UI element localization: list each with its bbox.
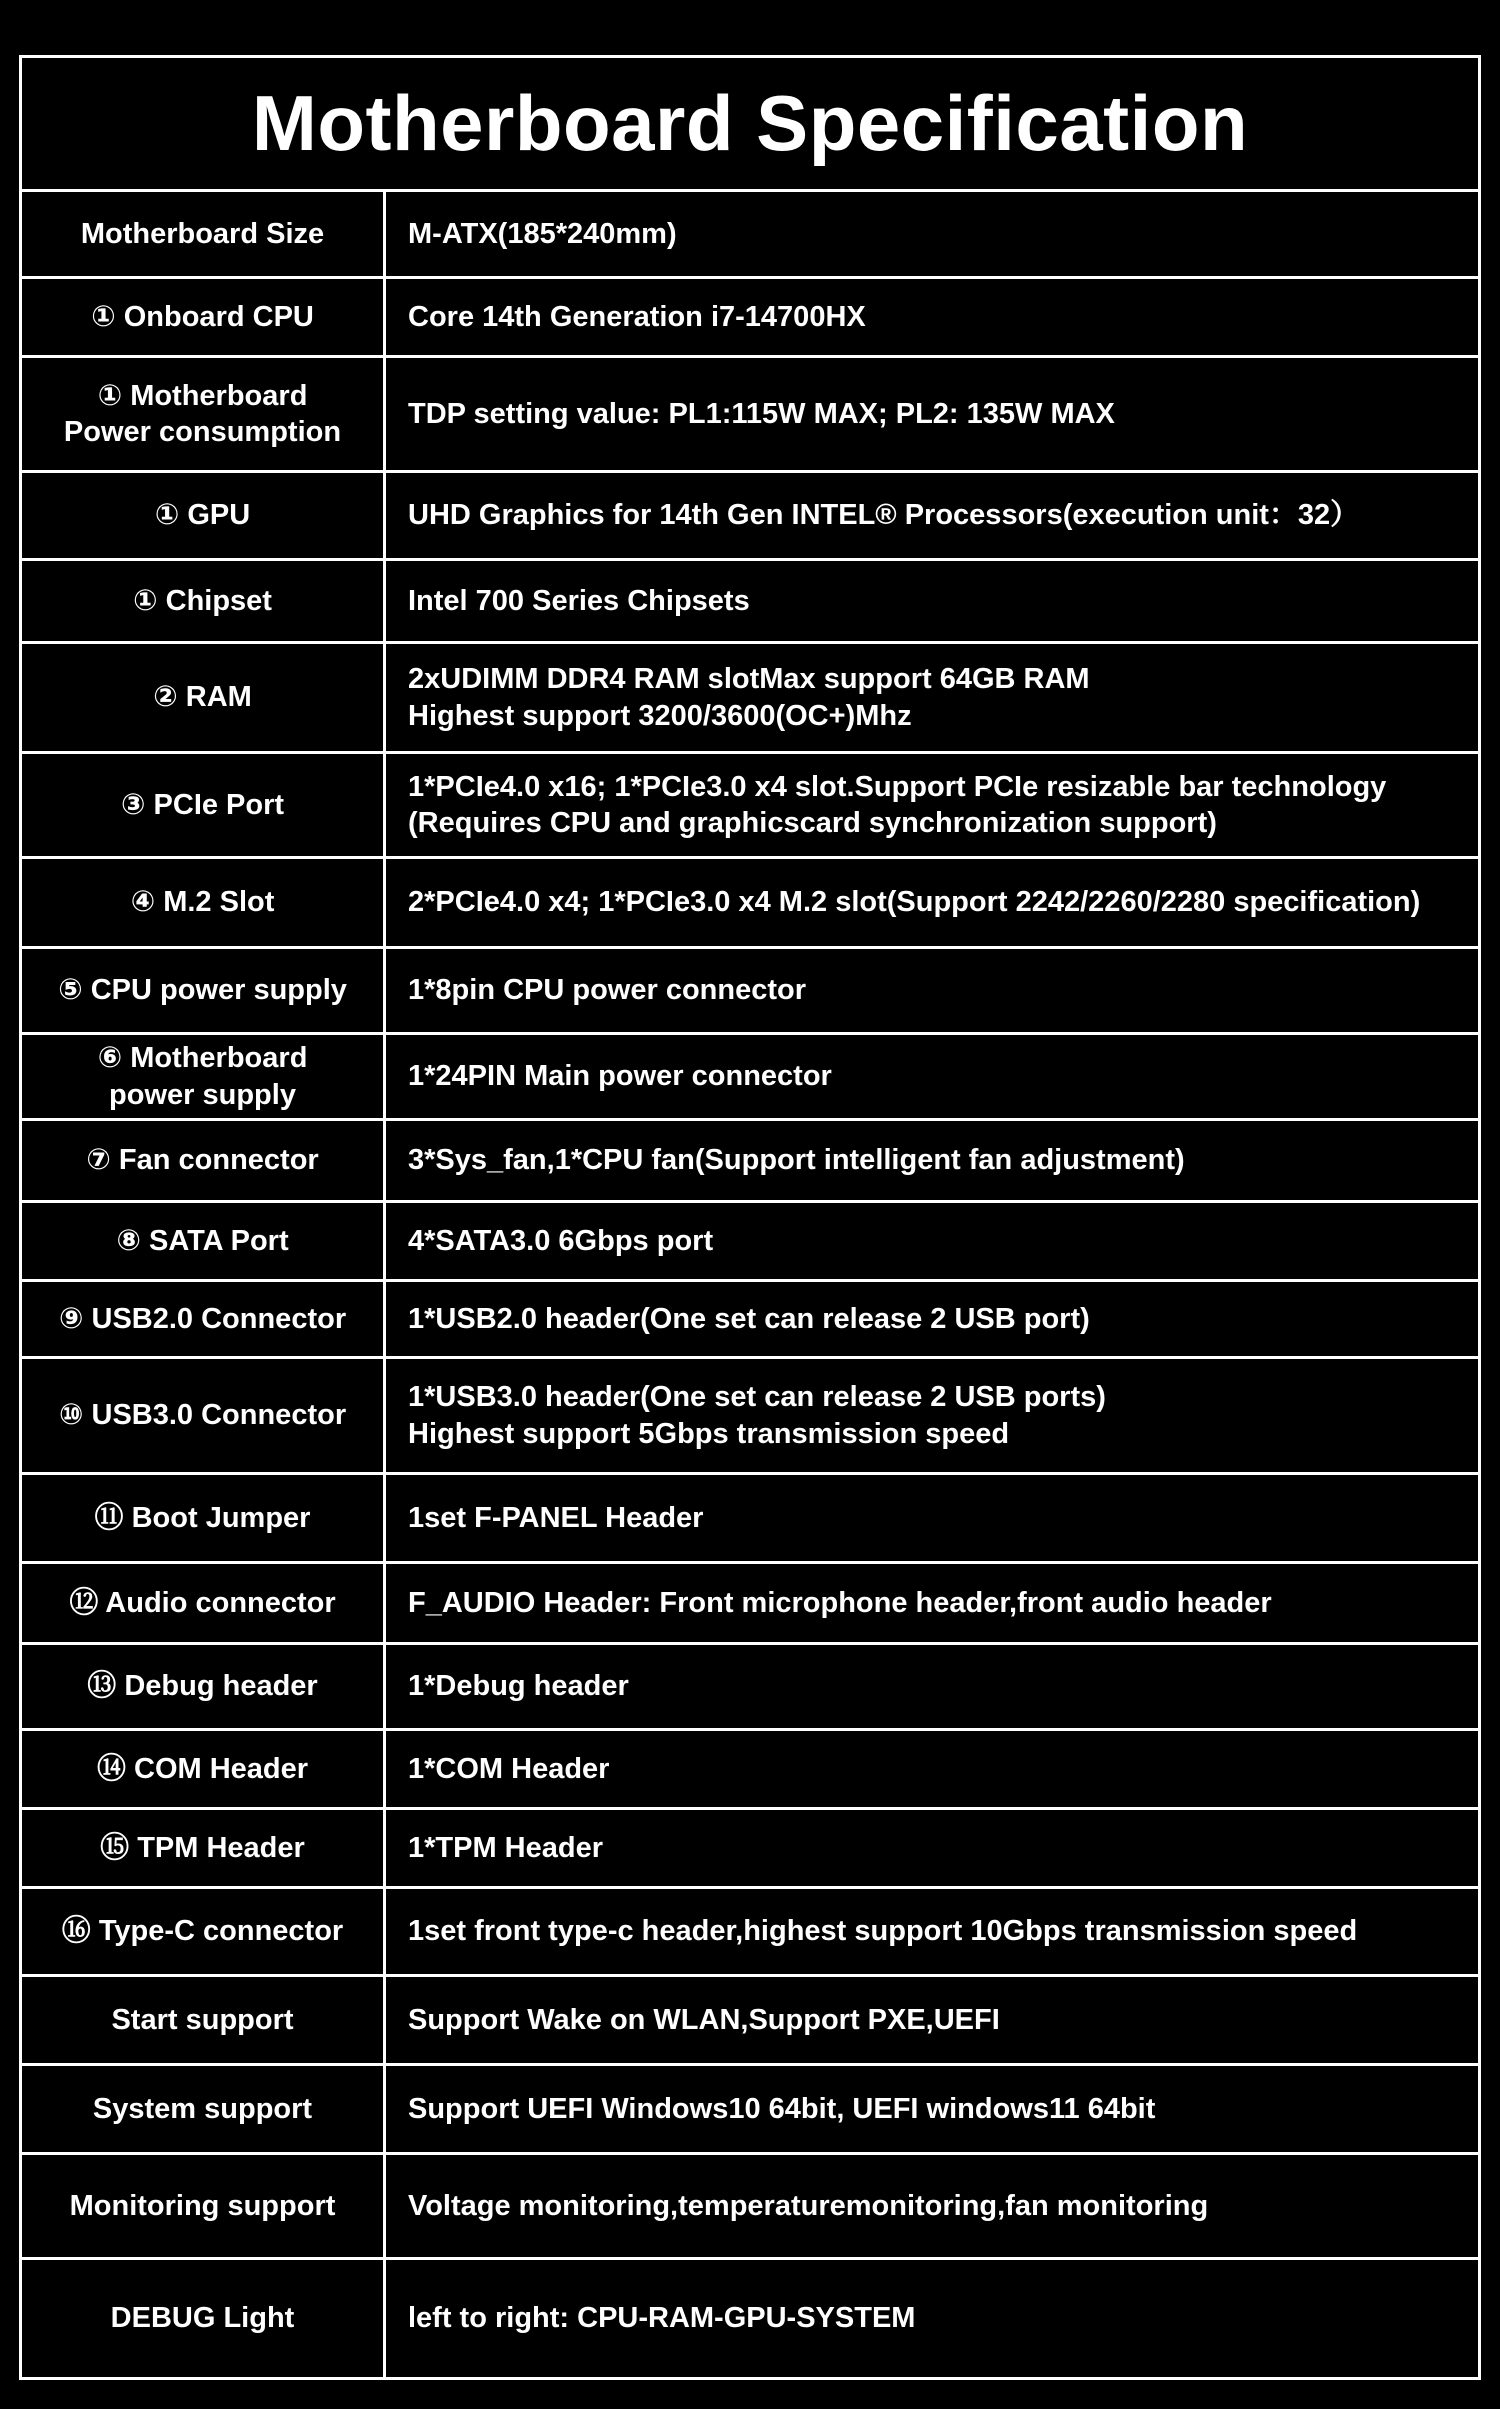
- spec-row-usb2-connector: [22, 1282, 1478, 1359]
- spec-label: ③ PCIe Port: [22, 754, 386, 856]
- spec-row-system-support: [22, 2066, 1478, 2155]
- spec-row-sata-port: [22, 1203, 1478, 1282]
- spec-value: 1*24PIN Main power connector: [408, 1060, 832, 1093]
- spec-value: F_AUDIO Header: Front microphone header,front audio header: [408, 1586, 1272, 1619]
- spec-row-com-header: [22, 1731, 1478, 1810]
- spec-label: ⑩ USB3.0 Connector: [22, 1359, 386, 1472]
- spec-value: 1set front type-c header,highest support 10Gbps transmission speed: [408, 1915, 1358, 1948]
- spec-label: ⑨ USB2.0 Connector: [22, 1282, 386, 1356]
- spec-row-type-c-connector: [22, 1889, 1478, 1977]
- spec-value: 4*SATA3.0 6Gbps port: [408, 1224, 714, 1257]
- spec-row-motherboard-power-supply: [22, 1035, 1478, 1121]
- spec-label: ⑤ CPU power supply: [22, 949, 386, 1032]
- spec-value: 1*PCIe4.0 x16; 1*PCIe3.0 x4 slot.Support PCIe resizable bar technology (Requires CPU and graphicscard synchronization support): [408, 770, 1387, 839]
- spec-label: ① Motherboard Power consumption: [22, 358, 386, 470]
- spec-label: ① Onboard CPU: [22, 279, 386, 355]
- spec-row-fan-connector: [22, 1121, 1478, 1203]
- spec-value: 2xUDIMM DDR4 RAM slotMax support 64GB RAM Highest support 3200/3600(OC+)Mhz: [408, 663, 1090, 732]
- spec-label: ⑫ Audio connector: [22, 1564, 386, 1642]
- spec-value: Support UEFI Windows10 64bit, UEFI windows11 64bit: [408, 2092, 1156, 2125]
- spec-row-boot-jumper: [22, 1475, 1478, 1564]
- spec-row-m2-slot: [22, 859, 1478, 949]
- spec-label: ⑦ Fan connector: [22, 1121, 386, 1200]
- spec-row-debug-header: [22, 1645, 1478, 1731]
- spec-label: ② RAM: [22, 644, 386, 751]
- spec-row-usb3-connector: [22, 1359, 1478, 1475]
- spec-table: [19, 55, 1481, 2380]
- spec-value: 1*USB3.0 header(One set can release 2 USB ports) Highest support 5Gbps transmission speed: [408, 1381, 1106, 1450]
- spec-label: System support: [22, 2066, 386, 2152]
- spec-value: Core 14th Generation i7-14700HX: [408, 300, 866, 333]
- title-row: [22, 58, 1478, 192]
- page-title: Motherboard Specification: [251, 79, 1249, 167]
- spec-row-start-support: [22, 1977, 1478, 2066]
- spec-value: Support Wake on WLAN,Support PXE,UEFI: [408, 2003, 1000, 2036]
- spec-row-debug-light: [22, 2260, 1478, 2377]
- spec-value: 1*USB2.0 header(One set can release 2 USB port): [408, 1302, 1090, 1335]
- spec-label: ⑮ TPM Header: [22, 1810, 386, 1886]
- spec-value: M-ATX(185*240mm): [408, 217, 677, 250]
- spec-label: ④ M.2 Slot: [22, 859, 386, 946]
- spec-row-power-consumption: [22, 358, 1478, 473]
- spec-row-motherboard-size: [22, 192, 1478, 279]
- spec-value: 1set F-PANEL Header: [408, 1501, 704, 1534]
- spec-row-audio-connector: [22, 1564, 1478, 1645]
- spec-label: ⑧ SATA Port: [22, 1203, 386, 1279]
- spec-row-chipset: [22, 561, 1478, 644]
- spec-value: 1*8pin CPU power connector: [408, 974, 807, 1007]
- spec-label: ⑥ Motherboard power supply: [22, 1035, 386, 1118]
- spec-value: 1*TPM Header: [408, 1831, 604, 1864]
- spec-row-pcie-port: [22, 754, 1478, 859]
- spec-label: ① GPU: [22, 473, 386, 558]
- spec-label: ⑪ Boot Jumper: [22, 1475, 386, 1561]
- spec-value: TDP setting value: PL1:115W MAX; PL2: 135W MAX: [408, 397, 1115, 430]
- spec-label: Monitoring support: [22, 2155, 386, 2257]
- spec-label: ⑬ Debug header: [22, 1645, 386, 1728]
- spec-value: left to right: CPU-RAM-GPU-SYSTEM: [408, 2302, 916, 2335]
- spec-label: ⑭ COM Header: [22, 1731, 386, 1807]
- spec-label: ① Chipset: [22, 561, 386, 641]
- spec-row-gpu: [22, 473, 1478, 561]
- spec-value: Intel 700 Series Chipsets: [408, 584, 750, 617]
- spec-value: 1*COM Header: [408, 1752, 610, 1785]
- spec-label: Motherboard Size: [22, 192, 386, 276]
- spec-value: 1*Debug header: [408, 1670, 629, 1703]
- spec-value: 2*PCIe4.0 x4; 1*PCIe3.0 x4 M.2 slot(Support 2242/2260/2280 specification): [408, 886, 1421, 919]
- spec-label: Start support: [22, 1977, 386, 2063]
- spec-label: ⑯ Type-C connector: [22, 1889, 386, 1974]
- spec-row-onboard-cpu: [22, 279, 1478, 358]
- spec-value: UHD Graphics for 14th Gen INTEL® Processors(execution unit：32）: [408, 499, 1360, 532]
- spec-value: Voltage monitoring,temperaturemonitoring,fan monitoring: [408, 2189, 1209, 2222]
- spec-row-tpm-header: [22, 1810, 1478, 1889]
- spec-label: DEBUG Light: [22, 2260, 386, 2377]
- spec-row-cpu-power-supply: [22, 949, 1478, 1035]
- spec-row-monitoring-support: [22, 2155, 1478, 2260]
- spec-row-ram: [22, 644, 1478, 754]
- spec-value: 3*Sys_fan,1*CPU fan(Support intelligent fan adjustment): [408, 1144, 1185, 1177]
